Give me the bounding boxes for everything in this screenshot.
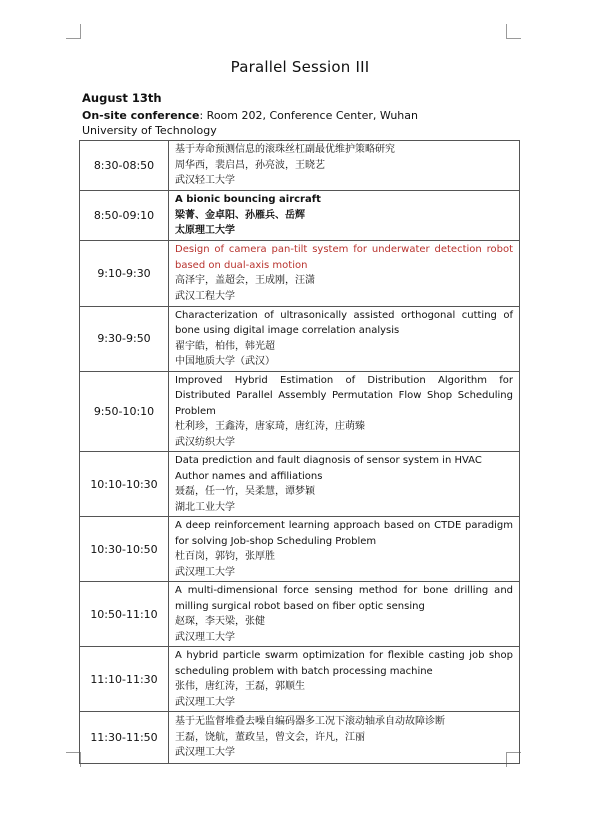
session-details [169,240,520,306]
session-details [169,582,520,647]
session-time: 10:30-10:50 [80,517,169,582]
paper-affiliation: 中国地质大学（武汉） [175,356,275,367]
paper-title: 基于寿命预测信息的滚珠丝杠副最优维护策略研究 [175,144,395,156]
table-row [80,712,520,764]
paper-title: A hybrid particle swarm optimization for flexible casting job shop scheduling problem with batch processing machine [175,650,513,677]
paper-subtitle: Author names and affiliations [175,470,323,482]
table-row [80,647,520,712]
venue-line [82,108,474,138]
session-time: 9:30-9:50 [80,306,169,371]
venue-label: On-site conference [82,109,200,122]
session-details [169,452,520,517]
session-time: 10:10-10:30 [80,452,169,517]
table-row [80,141,520,191]
paper-affiliation: 武汉工程大学 [175,290,235,302]
paper-title: Design of camera pan-tilt system for underwater detection robot based on dual-axis motion [175,244,513,271]
paper-title: A deep reinforcement learning approach based on CTDE paradigm for solving Job-shop Scheduling Problem [175,520,513,547]
paper-title: Data prediction and fault diagnosis of sensor system in HVAC [175,455,482,466]
session-time: 8:50-09:10 [80,191,169,241]
paper-authors: 张伟，唐红涛，王磊，郭顺生 [175,681,305,692]
session-time: 8:30-08:50 [80,141,169,191]
paper-title: A multi-dimensional force sensing method for bone drilling and milling surgical robot based on fiber optic sensing [175,585,513,612]
paper-affiliation: 武汉理工大学 [175,566,235,578]
paper-affiliation: 太原理工大学 [175,225,235,236]
paper-title: Characterization of ultrasonically assisted orthogonal cutting of bone using digital image correlation analysis [175,309,513,336]
table-row [80,452,520,517]
paper-affiliation: 武汉轻工大学 [175,175,235,187]
session-details [169,712,520,764]
table-row [80,517,520,582]
session-time: 10:50-11:10 [80,582,169,647]
table-row [80,371,520,452]
table-row [80,240,520,306]
session-details [169,306,520,371]
paper-title: A bionic bouncing aircraft [175,194,321,205]
session-details [169,371,520,452]
paper-title: 基于无监督堆叠去噪自编码器多工况下滚动轴承自动故障诊断 [175,716,445,728]
session-time: 9:10-9:30 [80,240,169,306]
session-time: 11:10-11:30 [80,647,169,712]
paper-authors: 周华西，裴启昌，孙亮波，王晓艺 [175,159,325,171]
paper-authors: 聂磊，任一竹，吴柔慧，谭梦颖 [175,486,315,497]
paper-affiliation: 武汉理工大学 [175,696,235,708]
schedule-table [79,140,520,764]
session-date: August 13th [82,91,162,105]
paper-authors: 翟宇皓，柏伟，韩光超 [175,340,275,352]
paper-authors: 高泽宇，盖超会，王成刚，汪潇 [175,275,315,286]
crop-mark-top-right [506,24,521,39]
page-title: Parallel Session III [230,58,370,76]
session-details [169,141,520,191]
paper-authors: 王磊，饶航，董政呈，曾文会，许凡，江丽 [175,731,365,743]
venue-text: : Room 202, Conference Center, Wuhan University of Technology [82,109,418,137]
paper-affiliation: 武汉理工大学 [175,631,235,643]
paper-affiliation: 湖北工业大学 [175,501,235,513]
paper-affiliation: 武汉理工大学 [175,747,235,759]
session-details [169,517,520,582]
paper-authors: 赵琛，李天梁，张健 [175,616,265,627]
paper-authors: 杜利珍，王鑫涛，唐家琦，唐红涛，庄萌臻 [175,421,365,432]
table-row [80,306,520,371]
session-time: 9:50-10:10 [80,371,169,452]
session-details [169,647,520,712]
paper-authors: 杜百岗，郭钧，张厚胜 [175,551,275,562]
paper-authors: 梁菁、金卓阳、孙雁兵、岳辉 [175,209,305,221]
session-details [169,191,520,241]
table-row [80,582,520,647]
paper-title: Improved Hybrid Estimation of Distribution Algorithm for Distributed Parallel Assembly Permutation Flow Shop Scheduling Problem [175,374,513,417]
crop-mark-top-left [66,24,81,39]
session-time: 11:30-11:50 [80,712,169,764]
paper-affiliation: 武汉纺织大学 [175,436,235,448]
table-row [80,191,520,241]
